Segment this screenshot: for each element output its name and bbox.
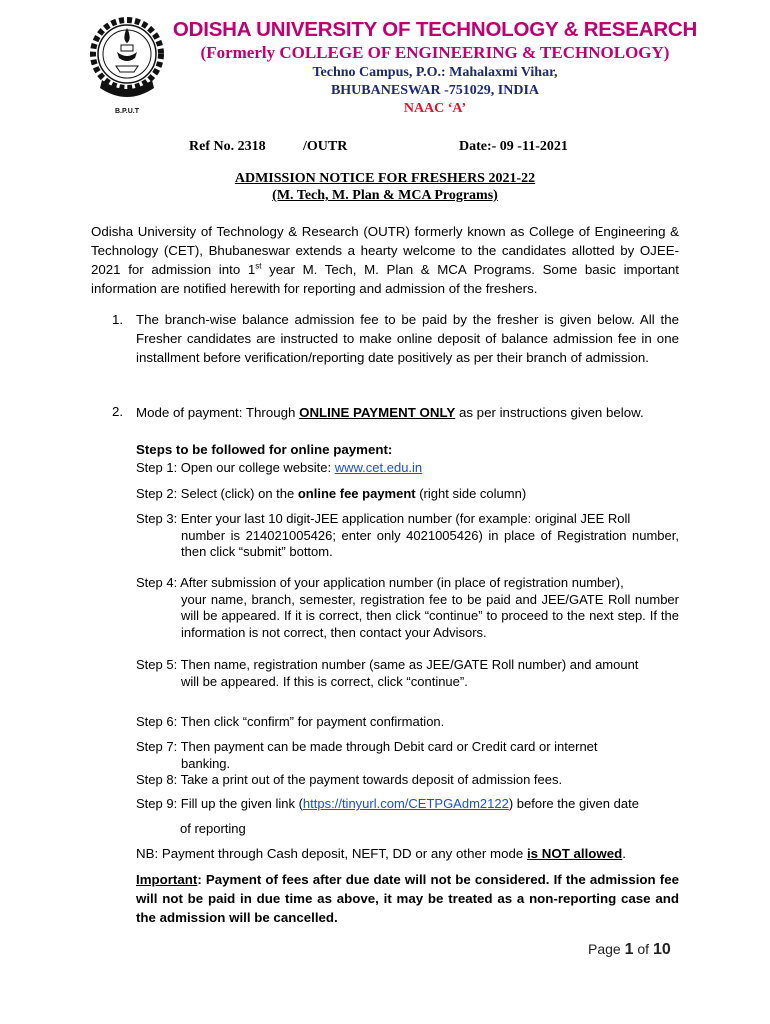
intro-paragraph: Odisha University of Technology & Research (OUTR) formerly known as College of Engineering & Technology (CET), Bhubaneswar extends a hearty welcome to the candidates allotted by OJEE-2021 for admission into 1st year M. Tech, M. Plan & MCA Programs. Some basic important information are notified herewith for reporting and admission of the freshers. [91,224,679,296]
registration-form-link[interactable]: https://tinyurl.com/CETPGAdm2122 [302,796,509,811]
step-9: Step 9: Fill up the given link (https://tinyurl.com/CETPGAdm2122) before the given date [136,796,639,811]
notice-date: Date:- 09 -11-2021 [459,139,568,154]
university-name: ODISHA UNIVERSITY OF TECHNOLOGY & RESEARCH [172,18,698,41]
step-1: Step 1: Open our college website: www.cet.edu.in [136,460,423,475]
important-note: Important: Payment of fees after due date will not be considered. If the admission fee will not be paid in due time as above, it may be treated as a non-reporting case and the admission will be cancelled. [136,872,679,925]
item-1-text: The branch-wise balance admission fee to be paid by the fresher is given below. All the Fresher candidates are instructed to make online deposit of balance admission fee in one installment before verification/reporting date positively as per their branch of admission. [136,312,679,365]
step-2: Step 2: Select (click) on the online fee payment (right side column) [136,486,527,501]
step-3: Step 3: Enter your last 10 digit-JEE application number (for example: original JEE Roll number is 214021005426; enter only 4021005426) in place of Registration number, then click “submit” bottom. [136,511,679,559]
nb-note: NB: Payment through Cash deposit, NEFT, DD or any other mode is NOT allowed. [136,846,626,861]
step-6: Step 6: Then click “confirm” for payment confirmation. [136,714,445,729]
step-9-continued: of reporting [180,821,246,836]
notice-subtitle: (M. Tech, M. Plan & MCA Programs) [272,188,498,203]
online-payment-only: ONLINE PAYMENT ONLY [299,405,456,420]
notice-title: ADMISSION NOTICE FOR FRESHERS 2021-22 [234,171,536,186]
college-website-link[interactable]: www.cet.edu.in [334,460,423,475]
page-number: Page 1 of 10 [588,941,671,958]
steps-heading: Steps to be followed for online payment: [136,442,393,457]
ref-number: Ref No. 2318 [189,139,266,154]
step-4: Step 4: After submission of your application number (in place of registration number), your name, branch, semester, registration fee to be paid and JEE/GATE Roll number will be appeared. If it is correct, then click “continue” to proceed to the next step. If the information is not correct, then contact your Advisors. [136,575,679,640]
naac-grade: NAAC ‘A’ [403,101,467,116]
formerly-name: (Formerly COLLEGE OF ENGINEERING & TECHNOLOGY) [200,43,670,62]
logo-text: B.P.U.T [115,108,139,115]
item-1-number: 1. [112,312,124,327]
item-2-number: 2. [112,404,124,419]
ref-suffix: /OUTR [303,139,348,154]
item-2-text: Mode of payment: Through ONLINE PAYMENT ONLY as per instructions given below. [136,405,644,420]
address-line-2: BHUBANESWAR -751029, INDIA [330,83,540,98]
address-line-1: Techno Campus, P.O.: Mahalaxmi Vihar, [312,65,558,80]
step-7: Step 7: Then payment can be made through Debit card or Credit card or internet banking. [136,739,598,771]
university-logo [88,14,166,118]
step-5: Step 5: Then name, registration number (same as JEE/GATE Roll number) and amount will be appeared. If this is correct, click “continue”. [136,657,639,689]
step-8: Step 8: Take a print out of the payment towards deposit of admission fees. [136,772,563,787]
